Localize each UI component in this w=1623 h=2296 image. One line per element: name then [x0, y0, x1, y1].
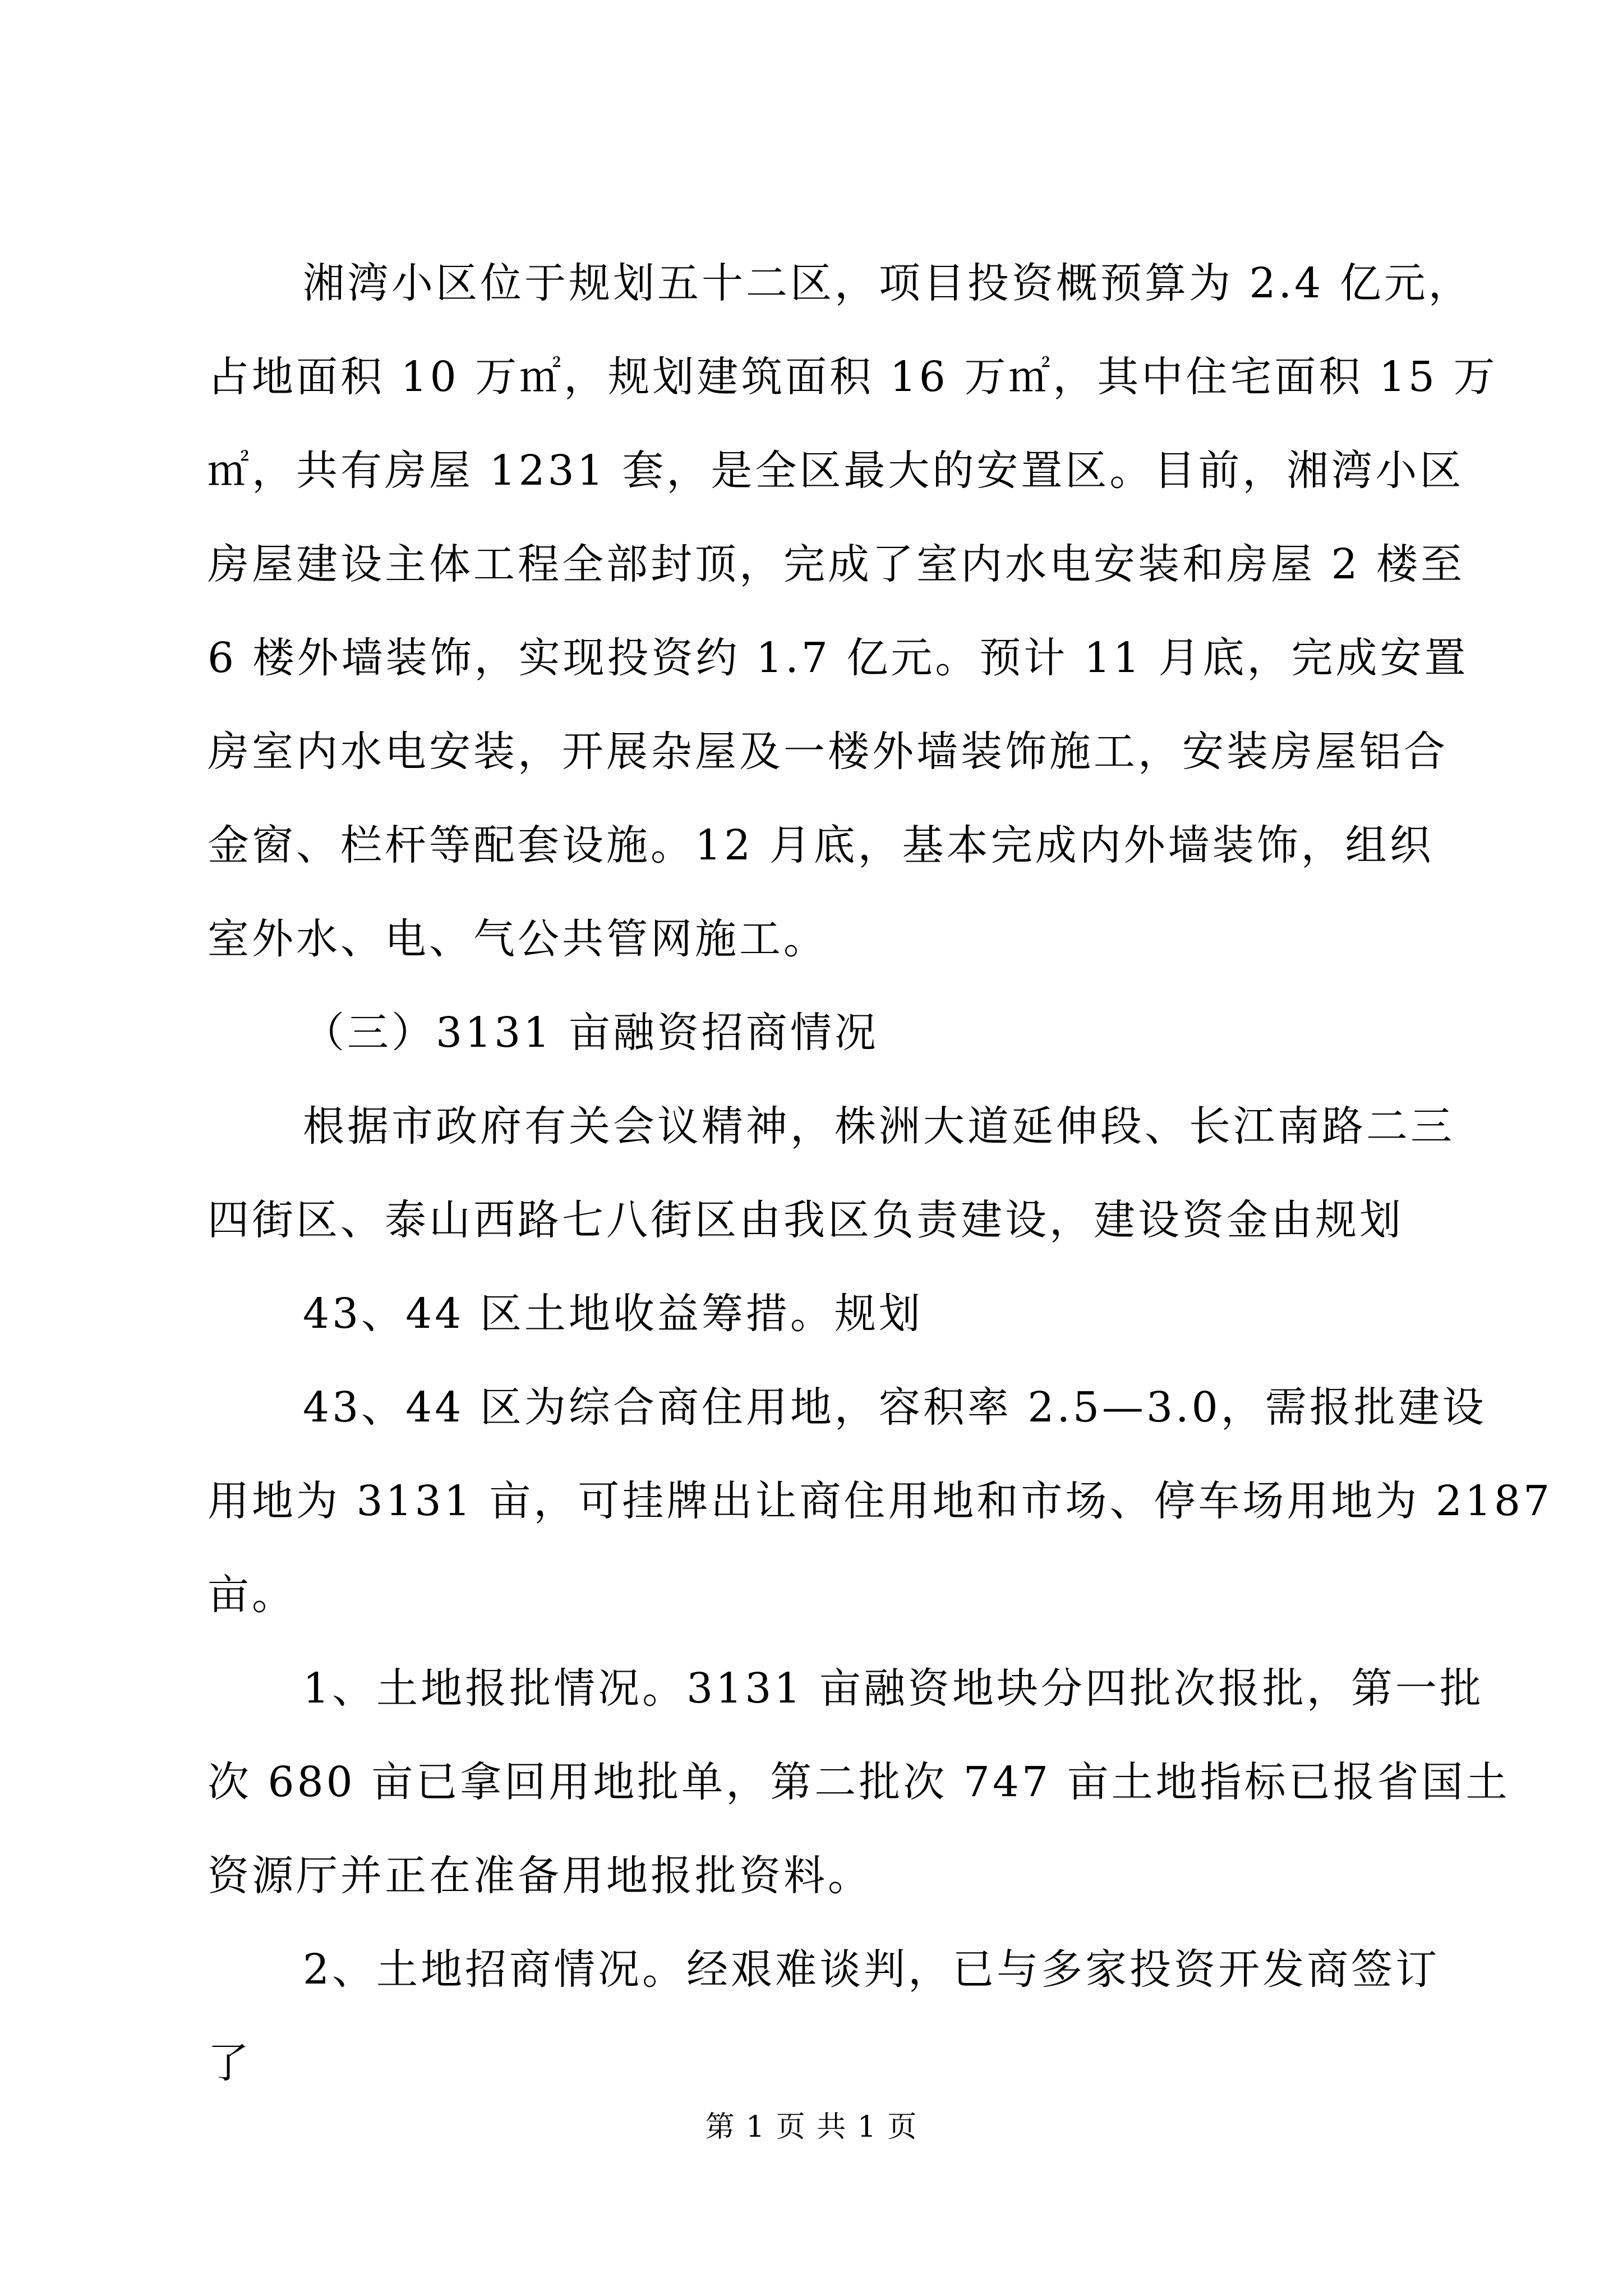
text-line: 了 [208, 2039, 252, 2087]
text-line: ㎡，共有房屋 1231 套，是全区最大的安置区。目前，湘湾小区 [208, 447, 1464, 495]
text-line: 用地为 3131 亩，可挂牌出让商住用地和市场、停车场用地为 2187 [208, 1477, 1553, 1525]
text-line: 1、土地报批情况。3131 亩融资地块分四批次报批，第一批 [303, 1664, 1484, 1713]
text-line: 资源厅并正在准备用地报批资料。 [208, 1852, 872, 1900]
text-line: （三）3131 亩融资招商情况 [303, 1009, 879, 1057]
text-line: 6 楼外墙装饰，实现投资约 1.7 亿元。预计 11 月底，完成安置 [208, 634, 1469, 682]
text-line: 次 680 亩已拿回用地批单，第二批次 747 亩土地指标已报省国土 [208, 1758, 1510, 1806]
text-line: 2、土地招商情况。经艰难谈判，已与多家投资开发商签订 [303, 1945, 1440, 1994]
text-line: 亩。 [208, 1571, 296, 1619]
text-line: 43、44 区土地收益筹措。规划 [303, 1290, 923, 1338]
text-line: 室外水、电、气公共管网施工。 [208, 915, 828, 963]
text-line: 房屋建设主体工程全部封顶，完成了室内水电安装和房屋 2 楼至 [208, 540, 1465, 588]
text-line: 湘湾小区位于规划五十二区，项目投资概预算为 2.4 亿元， [303, 259, 1473, 307]
text-line: 金窗、栏杆等配套设施。12 月底，基本完成内外墙装饰，组织 [208, 821, 1434, 869]
text-line: 四街区、泰山西路七八街区由我区负责建设，建设资金由规划 [208, 1196, 1404, 1244]
text-line: 43、44 区为综合商住用地，容积率 2.5—3.0，需报批建设 [303, 1383, 1487, 1432]
page-footer: 第 1 页 共 1 页 [705, 2110, 918, 2144]
text-line: 根据市政府有关会议精神，株洲大道延伸段、长江南路二三 [303, 1102, 1455, 1151]
text-line: 占地面积 10 万㎡，规划建筑面积 16 万㎡，其中住宅面积 15 万 [208, 353, 1498, 401]
text-line: 房室内水电安装，开展杂屋及一楼外墙装饰施工，安装房屋铝合 [208, 728, 1448, 776]
